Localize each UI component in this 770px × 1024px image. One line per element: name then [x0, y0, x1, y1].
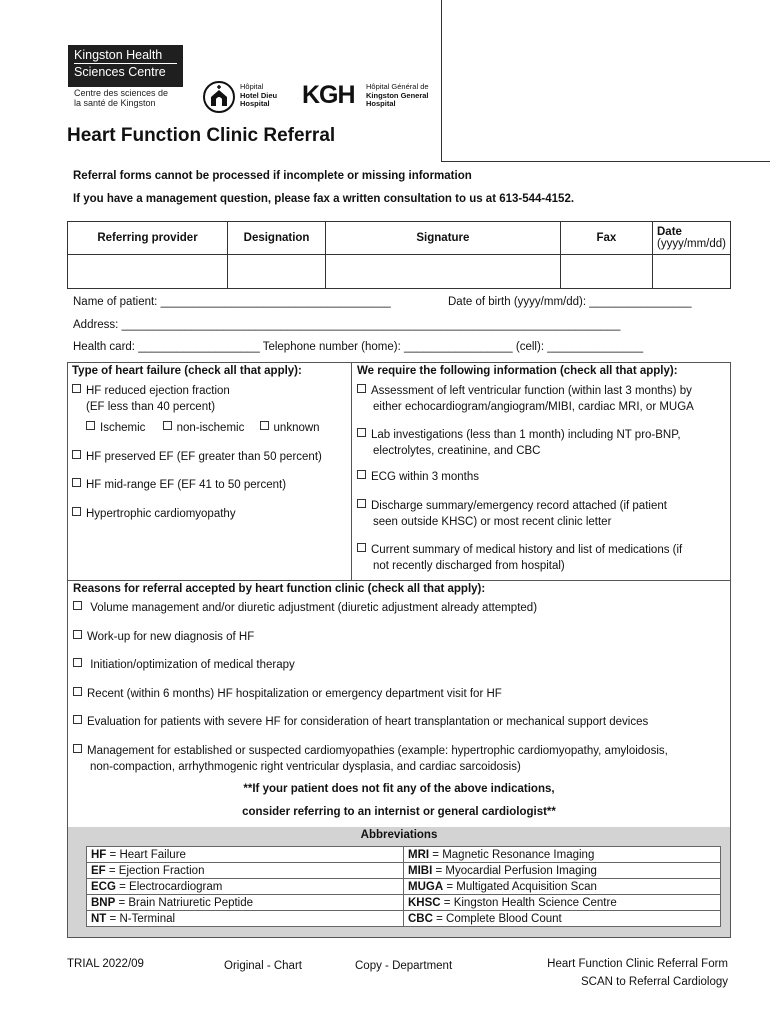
fax-consult-note: If you have a management question, please fax a written consultation to us at 613-544-4152. — [73, 193, 575, 205]
abbr-value: = Myocardial Perfusion Imaging — [432, 864, 597, 877]
checkbox[interactable] — [72, 450, 81, 459]
abbr-right — [404, 847, 721, 863]
checkbox[interactable] — [73, 744, 82, 753]
abbr-value: = Complete Blood Count — [432, 912, 562, 925]
abbr-row — [87, 863, 721, 879]
abbr-left — [87, 879, 404, 895]
reason-cardiomyopathy[interactable] — [73, 744, 728, 759]
ischemic-label: Ischemic — [100, 422, 146, 434]
health-card-phone-field[interactable]: Health card: ___________________ Telephone number (home): _________________ (cell): _______________ — [73, 341, 644, 353]
abbr-value: = Electrocardiogram — [115, 880, 223, 893]
abbr-value: = Kingston Health Science Centre — [440, 896, 617, 909]
reason-volume-label: Volume management and/or diuretic adjustment (diuretic adjustment already attempted) — [90, 602, 538, 614]
hotel-dieu-line3: Hospital — [240, 99, 270, 108]
checkbox[interactable] — [86, 421, 95, 430]
footer-original: Original - Chart — [224, 960, 302, 972]
fax-field[interactable] — [560, 255, 652, 289]
abbr-row — [87, 895, 721, 911]
req-lv-function-sub: either echocardiogram/angiogram/MIBI, cardiac MRI, or MUGA — [373, 401, 694, 413]
abbr-left — [87, 863, 404, 879]
checkbox[interactable] — [357, 470, 366, 479]
abbreviations-table — [86, 846, 721, 927]
abbr-left — [87, 911, 404, 927]
khsc-french-name — [74, 88, 168, 108]
reason-cardiomyopathy-sub: non-compaction, arrhythmogenic right ventricular dysplasia, and cardiac sarcoidosis) — [90, 761, 521, 773]
reason-hospitalization[interactable] — [73, 687, 728, 702]
footer-trial: TRIAL 2022/09 — [67, 958, 144, 970]
abbr-key: CBC — [408, 912, 433, 925]
hfmref-label: HF mid-range EF (EF 41 to 50 percent) — [86, 479, 287, 491]
hotel-dieu-icon — [203, 80, 235, 114]
hfpef-option[interactable] — [72, 450, 322, 465]
abbr-right — [404, 879, 721, 895]
abbr-value: = Heart Failure — [106, 848, 186, 861]
non-ischemic-label: non-ischemic — [176, 422, 245, 434]
unknown-label: unknown — [273, 422, 320, 434]
designation-field[interactable] — [228, 255, 326, 289]
req-discharge-summary[interactable] — [357, 499, 667, 514]
checkbox[interactable] — [357, 499, 366, 508]
kgh-line3: Hospital — [366, 99, 396, 108]
checkbox[interactable] — [73, 715, 82, 724]
abbr-value: = Ejection Fraction — [105, 864, 205, 877]
kgh-logo-mark: KGH — [302, 81, 355, 109]
hfref-option[interactable] — [72, 384, 230, 399]
checkbox[interactable] — [357, 428, 366, 437]
hcm-label: Hypertrophic cardiomyopathy — [86, 508, 236, 520]
abbr-value: = Brain Natriuretic Peptide — [115, 896, 254, 909]
abbr-right — [404, 895, 721, 911]
req-labs-label: Lab investigations (less than 1 month) including NT pro-BNP, — [371, 429, 681, 441]
khsc-logo-line2: Sciences Centre — [74, 65, 166, 79]
fax-stamp-box — [441, 0, 770, 162]
address-field[interactable]: Address: ______________________________________________________________________________ — [73, 319, 621, 331]
footer-form-name: Heart Function Clinic Referral Form — [547, 958, 728, 970]
req-labs-sub: electrolytes, creatinine, and CBC — [373, 445, 541, 457]
checkbox[interactable] — [260, 421, 269, 430]
reason-transplant-eval[interactable] — [73, 715, 728, 730]
abbr-left — [87, 847, 404, 863]
abbr-key: MIBI — [408, 864, 433, 877]
reason-therapy-label: Initiation/optimization of medical therapy — [90, 659, 295, 671]
incomplete-warning: Referral forms cannot be processed if incomplete or missing information — [73, 170, 472, 182]
hotel-dieu-text — [240, 83, 277, 109]
patient-name-field[interactable]: Name of patient: ____________________________________ — [73, 296, 391, 308]
col-fax: Fax — [560, 222, 652, 255]
reason-therapy[interactable] — [73, 658, 728, 673]
khsc-logo-line1: Kingston Health — [74, 48, 163, 62]
kgh-text — [366, 83, 429, 109]
hfmref-option[interactable] — [72, 478, 286, 493]
hfpef-label: HF preserved EF (EF greater than 50 percent) — [86, 451, 322, 463]
kgh-line1: Hôpital Général de — [366, 82, 429, 91]
req-discharge-label: Discharge summary/emergency record attached (if patient — [371, 500, 667, 512]
checkbox[interactable] — [72, 478, 81, 487]
checkbox[interactable] — [73, 601, 82, 610]
hcm-option[interactable] — [72, 507, 236, 522]
abbr-value: = Multigated Acquisition Scan — [443, 880, 597, 893]
indication-note-2: consider referring to an internist or general cardiologist** — [242, 806, 556, 818]
checkbox[interactable] — [72, 384, 81, 393]
ischemic-option[interactable] — [86, 422, 145, 434]
abbr-right — [404, 911, 721, 927]
req-lv-function[interactable] — [357, 384, 692, 399]
abbr-key: NT — [91, 912, 107, 925]
section-divider — [67, 580, 731, 581]
khsc-sub-line2: la santé de Kingston — [74, 98, 156, 108]
checkbox[interactable] — [163, 421, 172, 430]
abbr-right — [404, 863, 721, 879]
footer-scan: SCAN to Referral Cardiology — [580, 976, 728, 988]
page-title: Heart Function Clinic Referral — [67, 125, 336, 146]
req-ecg-label: ECG within 3 months — [371, 471, 480, 483]
hfref-label: HF reduced ejection fraction — [86, 385, 230, 397]
req-lv-function-label: Assessment of left ventricular function (within last 3 months) by — [371, 385, 692, 397]
abbr-key: KHSC — [408, 896, 441, 909]
hotel-dieu-line1: Hôpital — [240, 82, 264, 91]
checkbox[interactable] — [72, 507, 81, 516]
req-med-history-sub: not recently discharged from hospital) — [373, 560, 565, 572]
abbr-key: BNP — [91, 896, 116, 909]
req-discharge-sub: seen outside KHSC) or most recent clinic letter — [373, 516, 612, 528]
dob-field[interactable]: Date of birth (yyyy/mm/dd): ________________ — [448, 296, 692, 308]
abbr-key: MUGA — [408, 880, 444, 893]
indication-note-1: **If your patient does not fit any of the above indications, — [243, 783, 555, 795]
col-date-format: (yyyy/mm/dd) — [657, 238, 726, 250]
footer-copy: Copy - Department — [355, 960, 453, 972]
reason-hospitalization-label: Recent (within 6 months) HF hospitalization or emergency department visit for HF — [87, 688, 502, 700]
reason-workup[interactable] — [73, 630, 728, 645]
abbr-key: EF — [91, 864, 106, 877]
abbreviations-title: Abbreviations — [360, 829, 438, 841]
reason-cardiomyopathy-label: Management for established or suspected cardiomyopathies (example: hypertrophic cardiomyopathy, amyloidosis, — [87, 745, 668, 757]
hf-type-heading — [72, 364, 302, 379]
abbr-row — [87, 911, 721, 927]
abbr-value: = N-Terminal — [106, 912, 176, 925]
kgh-line2: Kingston General — [366, 90, 429, 100]
hfref-sub: (EF less than 40 percent) — [86, 401, 216, 413]
reason-volume-management[interactable] — [73, 601, 728, 616]
hf-type-heading-text: Type of heart failure (check all that apply): — [72, 365, 302, 377]
provider-table — [67, 221, 731, 289]
reason-workup-label: Work-up for new diagnosis of HF — [87, 631, 255, 643]
abbr-key: MRI — [408, 848, 430, 861]
signature-field[interactable] — [326, 255, 561, 289]
col-designation: Designation — [228, 222, 326, 255]
referring-provider-field[interactable] — [68, 255, 228, 289]
required-info-heading-text: We require the following information (check all that apply): — [357, 365, 678, 377]
checkbox[interactable] — [73, 687, 82, 696]
req-med-history[interactable] — [357, 543, 682, 558]
khsc-sub-line1: Centre des sciences de — [74, 88, 169, 98]
date-field[interactable] — [653, 255, 731, 289]
checkbox[interactable] — [357, 543, 366, 552]
checkbox[interactable] — [73, 630, 82, 639]
reasons-heading: Reasons for referral accepted by heart function clinic (check all that apply): — [73, 583, 486, 595]
reason-transplant-label: Evaluation for patients with severe HF for consideration of heart transplantation or mechanical support devices — [87, 716, 649, 728]
column-divider — [351, 362, 352, 580]
abbr-key: ECG — [91, 880, 116, 893]
hfref-etiology-options — [86, 421, 320, 436]
req-labs[interactable] — [357, 428, 681, 443]
unknown-option[interactable] — [260, 422, 320, 434]
col-date — [653, 222, 731, 255]
req-med-history-label: Current summary of medical history and list of medications (if — [371, 544, 683, 556]
abbr-row — [87, 847, 721, 863]
checkbox[interactable] — [357, 384, 366, 393]
req-ecg[interactable] — [357, 470, 479, 485]
abbr-left — [87, 895, 404, 911]
non-ischemic-option[interactable] — [163, 422, 245, 434]
col-referring-provider: Referring provider — [68, 222, 228, 255]
col-signature: Signature — [326, 222, 561, 255]
checkbox[interactable] — [73, 658, 82, 667]
required-info-heading — [357, 364, 678, 379]
col-date-label: Date — [657, 226, 682, 238]
khsc-logo — [68, 45, 183, 87]
abbr-key: HF — [91, 848, 107, 861]
abbr-value: = Magnetic Resonance Imaging — [429, 848, 595, 861]
hotel-dieu-line2: Hotel Dieu — [240, 90, 278, 100]
abbr-row — [87, 879, 721, 895]
